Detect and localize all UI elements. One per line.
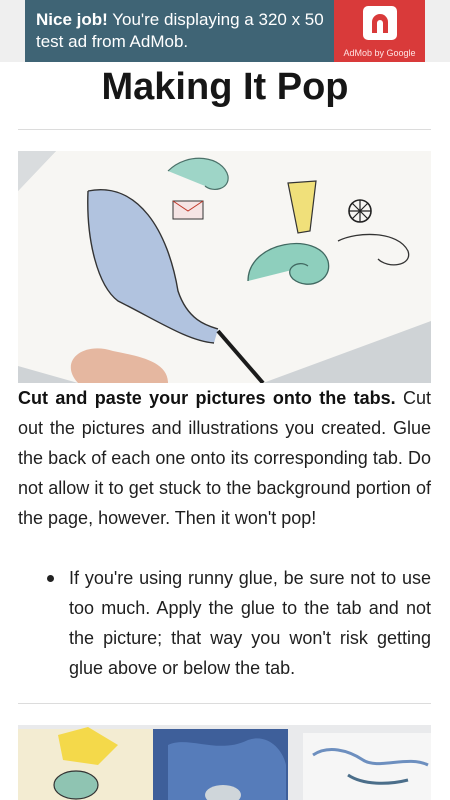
bullet-icon (47, 575, 54, 582)
ad-body: You're displaying a 320 x 50 test ad from AdMob. (36, 10, 324, 51)
ad-banner-area (0, 0, 450, 62)
tips-list (18, 563, 431, 683)
ad-brand: AdMob by Google (343, 48, 416, 58)
divider (18, 703, 431, 704)
step-heading: Cut and paste your pictures onto the tabs. (18, 388, 396, 408)
tip-text: If you're using runny glue, be sure not to use too much. Apply the glue to the tab and not the picture; that way you won't risk getting glue above or below the tab. (69, 568, 431, 678)
ad-text (36, 9, 336, 53)
step-paragraph (18, 383, 431, 533)
tip-item (18, 563, 431, 683)
page-title: Making It Pop (101, 66, 349, 108)
step-image (18, 151, 431, 383)
step-text: Cut out the pictures and illustrations you created. Glue the back of each one onto its corresponding tab. Do not allow it to get stuck to the background portion of the page, however. Then it won't pop! (18, 388, 431, 528)
step-image (18, 725, 431, 800)
ad-headline: Nice job! (36, 10, 108, 29)
test-ad-banner[interactable] (25, 0, 425, 62)
divider (18, 129, 431, 130)
admob-icon (363, 6, 397, 40)
admob-logo (334, 0, 425, 62)
